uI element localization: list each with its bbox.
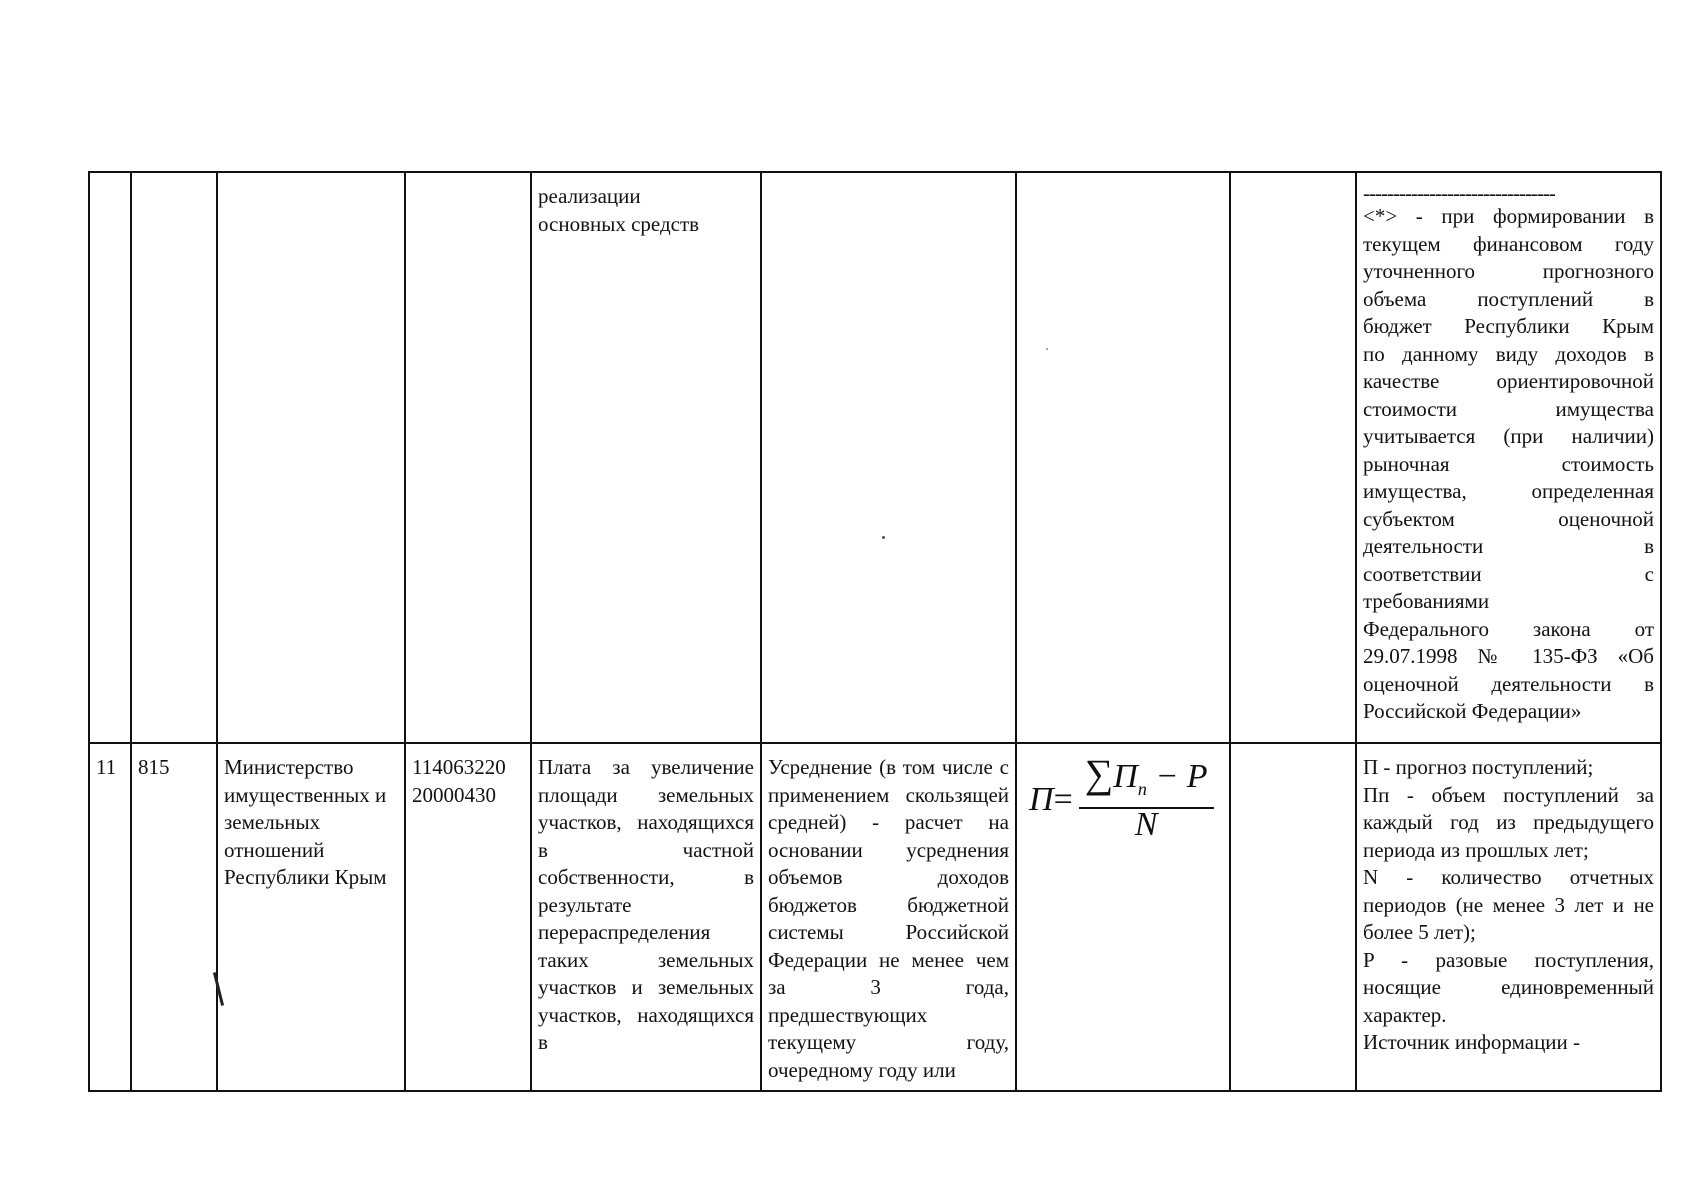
method-text: Усреднение (в том числе с применением скользящей средней) - расчет на основании усреднения объемов доходов бюджетов бюджетной системы Российской Федерации не менее чем за 3 года, предшествующих текущему году, очередному году или — [768, 755, 1009, 1082]
cell-admin-code: 815 — [131, 743, 217, 1091]
cell-notes — [1356, 172, 1661, 743]
cell-method — [761, 743, 1016, 1091]
cell-admin-name — [217, 172, 405, 743]
note-line: имущества, определенная — [1363, 479, 1654, 503]
note-lines — [1363, 203, 1654, 726]
note-line: рыночная стоимость — [1363, 451, 1654, 476]
note-line: 29.07.1998 № 135-ФЗ «Об — [1363, 644, 1654, 668]
note-line: учитывается (при наличии) — [1363, 424, 1654, 448]
table-row — [89, 743, 1661, 1091]
note-line: соответствии с — [1363, 561, 1654, 586]
cell-empty — [1230, 743, 1356, 1091]
note-line: требованиями — [1363, 589, 1490, 613]
note-line: <*> - при формировании в — [1363, 204, 1654, 228]
cell-notes — [1356, 743, 1661, 1091]
note-source: Источник информации - — [1363, 1030, 1581, 1054]
scan-speck — [882, 536, 885, 539]
kbk-line-2: 20000430 — [412, 782, 496, 807]
sigma-symbol: ∑ — [1084, 751, 1114, 796]
cell-income-name — [531, 743, 761, 1091]
note-line: деятельности в — [1363, 534, 1654, 558]
note-line: по данному виду доходов в — [1363, 341, 1654, 366]
note-volume: Пп - объем поступлений за каждый год из предыдущего периода из прошлых лет; — [1363, 782, 1654, 862]
note-line: бюджет Республики Крым — [1363, 314, 1654, 338]
note-line: Российской Федерации» — [1363, 699, 1582, 723]
cell-kbk — [405, 172, 531, 743]
cell-number — [89, 172, 131, 743]
cell-number: 11 — [89, 743, 131, 1091]
note-line: качестве ориентировочной — [1363, 369, 1654, 393]
cell-kbk — [405, 743, 531, 1091]
cell-income-name — [531, 172, 761, 743]
cell-admin-name — [217, 743, 405, 1091]
kbk-line-1: 114063220 — [412, 755, 506, 779]
note-line: объема поступлений в — [1363, 286, 1654, 311]
note-line: субъектом оценочной — [1363, 506, 1654, 531]
note-one-time: P - разовые поступления, носящие единовременный характер. — [1363, 947, 1654, 1027]
cell-method — [761, 172, 1016, 743]
formula-lhs: П= — [1029, 780, 1073, 818]
note-line: оценочной деятельности в — [1363, 671, 1654, 696]
note-separator: -------------------------------- — [1363, 181, 1555, 205]
cell-formula — [1016, 172, 1230, 743]
note-line: текущем финансовом году — [1363, 231, 1654, 256]
note-line: уточненного прогнозного — [1363, 259, 1654, 283]
forecast-formula — [1029, 751, 1223, 844]
formula-denominator: N — [1134, 806, 1158, 844]
revenue-forecast-table — [88, 171, 1662, 1092]
table-row — [89, 172, 1661, 743]
cell-empty — [1230, 172, 1356, 743]
note-line: стоимости имущества — [1363, 396, 1654, 421]
note-periods: N - количество отчетных периодов (не менее 3 лет и не более 5 лет); — [1363, 865, 1654, 944]
note-line: Федерального закона от — [1363, 616, 1654, 641]
cell-admin-code — [131, 172, 217, 743]
cell-formula — [1016, 743, 1230, 1091]
formula-fraction — [1079, 751, 1214, 844]
income-name-text: реализации основных средств — [538, 184, 700, 236]
formula-numerator: $\sum П_n - P$ — [1079, 760, 1214, 809]
scan-speck — [1046, 348, 1048, 350]
admin-name-text: Министерство имущественных и земельных отношений Республики Крым — [224, 755, 387, 889]
note-forecast: П - прогноз поступлений; — [1363, 755, 1594, 779]
income-name-text: Плата за увеличение площади земельных участков, находящихся в частной собственности, в результате перераспределения таких земельных участков и земельных участков, находящихся в — [538, 755, 754, 1054]
